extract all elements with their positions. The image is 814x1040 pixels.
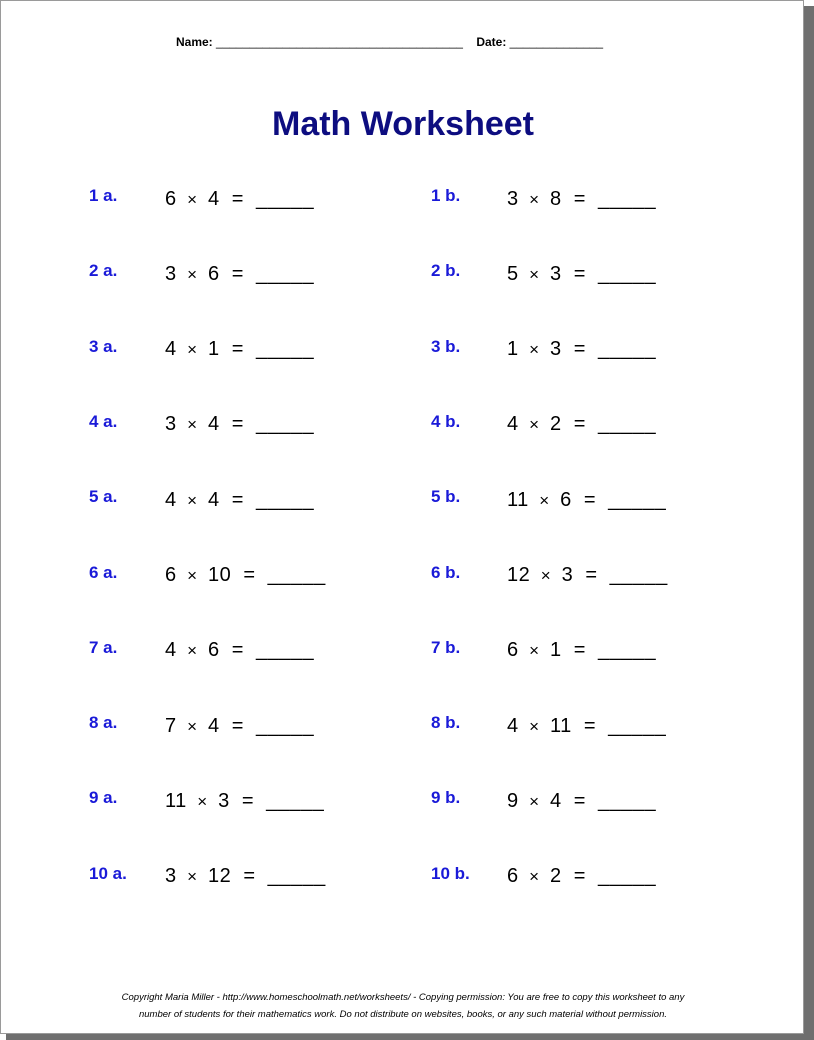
- answer-blank[interactable]: _____: [255, 413, 315, 436]
- problem-expression: [507, 263, 656, 286]
- operand-b: 4: [207, 187, 220, 210]
- operand-a: 3: [165, 262, 177, 285]
- problem-number: 9 b.: [431, 788, 461, 808]
- problem-item: [431, 259, 656, 289]
- operand-a: 11: [165, 789, 187, 812]
- problem-item: [431, 335, 656, 365]
- problem-item: [431, 786, 656, 816]
- problem-number: 4 b.: [431, 411, 461, 431]
- operand-b: 1: [549, 639, 562, 662]
- equals-sign: =: [571, 714, 609, 737]
- answer-blank[interactable]: _____: [255, 187, 315, 210]
- operand-a: 4: [507, 714, 519, 737]
- problem-number: 1 a.: [89, 186, 118, 205]
- answer-blank[interactable]: _____: [267, 564, 326, 586]
- equals-sign: =: [561, 338, 598, 361]
- problem-expression: [507, 564, 668, 587]
- operand-b: 4: [207, 714, 220, 737]
- answer-blank[interactable]: _____: [597, 262, 657, 285]
- problem-item: [89, 561, 326, 591]
- answer-blank[interactable]: _____: [609, 564, 668, 586]
- problem-number: 8 b.: [431, 713, 461, 733]
- operand-a: 4: [507, 413, 519, 436]
- problem-expression: [507, 188, 656, 211]
- equals-sign: =: [231, 564, 268, 586]
- operand-b: 2: [549, 865, 562, 888]
- operand-a: 11: [507, 488, 529, 511]
- equals-sign: =: [561, 187, 598, 210]
- header-fields: [176, 35, 603, 49]
- operand-a: 3: [165, 413, 177, 436]
- problem-item: [89, 259, 314, 289]
- operand-a: 3: [165, 865, 177, 888]
- times-sign: ×: [176, 641, 208, 661]
- equals-sign: =: [229, 789, 267, 812]
- problem-item: [431, 711, 666, 741]
- operand-a: 4: [165, 639, 177, 662]
- operand-a: 12: [507, 564, 531, 586]
- times-sign: ×: [518, 791, 550, 811]
- operand-a: 6: [165, 564, 177, 586]
- answer-blank[interactable]: _____: [255, 338, 315, 361]
- problem-number: 3 b.: [431, 336, 461, 356]
- problem-expression: [507, 790, 656, 813]
- problem-number: 2 a.: [89, 261, 118, 281]
- operand-a: 9: [507, 789, 519, 812]
- answer-blank[interactable]: _____: [255, 714, 315, 737]
- times-sign: ×: [176, 264, 208, 284]
- problem-item: [431, 636, 656, 666]
- times-sign: ×: [176, 490, 208, 510]
- equals-sign: =: [231, 865, 268, 888]
- problem-number: 6 a.: [89, 562, 118, 582]
- problem-expression: [165, 188, 314, 211]
- operand-b: 1: [207, 338, 220, 361]
- equals-sign: =: [561, 789, 598, 812]
- equals-sign: =: [219, 413, 256, 436]
- times-sign: ×: [518, 867, 550, 887]
- operand-b: 12: [207, 865, 232, 888]
- problem-item: [431, 410, 656, 440]
- answer-blank[interactable]: _____: [255, 639, 315, 662]
- operand-a: 5: [507, 262, 519, 285]
- times-sign: ×: [530, 566, 562, 585]
- answer-blank[interactable]: _____: [597, 187, 657, 210]
- problem-expression: [165, 338, 314, 361]
- times-sign: ×: [518, 340, 550, 360]
- problem-expression: [165, 489, 314, 512]
- answer-blank[interactable]: _____: [608, 714, 667, 737]
- operand-a: 7: [165, 714, 177, 737]
- problem-expression: [507, 413, 656, 436]
- operand-a: 3: [507, 187, 519, 210]
- equals-sign: =: [219, 639, 256, 662]
- times-sign: ×: [186, 791, 219, 811]
- times-sign: ×: [518, 189, 550, 209]
- problem-expression: [165, 715, 314, 738]
- problem-number: 8 a.: [89, 713, 118, 733]
- operand-b: 4: [207, 413, 220, 436]
- answer-blank[interactable]: _____: [597, 865, 657, 888]
- times-sign: ×: [518, 264, 550, 284]
- problem-item: [89, 485, 314, 515]
- times-sign: ×: [176, 566, 208, 585]
- answer-blank[interactable]: _____: [597, 639, 657, 662]
- operand-b: 11: [549, 714, 572, 737]
- problem-expression: [165, 865, 326, 888]
- times-sign: ×: [518, 415, 550, 435]
- equals-sign: =: [561, 639, 598, 662]
- problem-item: [89, 636, 314, 666]
- problem-item: [431, 862, 656, 892]
- operand-a: 6: [507, 865, 519, 888]
- times-sign: ×: [176, 415, 208, 435]
- problem-expression: [165, 790, 324, 813]
- problem-item: [431, 184, 656, 214]
- operand-b: 4: [207, 488, 220, 511]
- problem-expression: [507, 489, 666, 512]
- operand-b: 6: [207, 639, 220, 662]
- answer-blank[interactable]: _____: [597, 789, 657, 812]
- answer-blank[interactable]: _____: [266, 789, 325, 812]
- problem-expression: [507, 338, 656, 361]
- operand-b: 3: [549, 262, 562, 285]
- answer-blank[interactable]: _____: [255, 488, 315, 511]
- problem-number: 7 b.: [431, 637, 461, 657]
- page-shadow-bottom: [6, 1034, 814, 1040]
- answer-blank[interactable]: _____: [597, 338, 657, 361]
- operand-a: 1: [507, 338, 519, 361]
- answer-blank[interactable]: _____: [255, 262, 315, 285]
- problem-number: 1 b.: [431, 186, 461, 205]
- problem-number: 4 a.: [89, 411, 118, 431]
- problem-item: [89, 184, 314, 214]
- page-title: Math Worksheet: [272, 105, 534, 143]
- problem-number: 3 a.: [89, 336, 118, 356]
- problem-number: 7 a.: [89, 637, 118, 657]
- problem-item: [89, 786, 324, 816]
- problem-number: 10 a.: [89, 863, 127, 883]
- footer-line-2: number of students for their mathematics work. Do not distribute on websites, books, or any such material without permission.: [138, 1009, 667, 1020]
- answer-blank[interactable]: _____: [608, 488, 667, 511]
- problem-item: [89, 862, 326, 892]
- equals-sign: =: [561, 865, 598, 888]
- operand-b: 2: [549, 413, 562, 436]
- problem-number: 9 a.: [89, 788, 118, 808]
- operand-b: 3: [561, 564, 574, 586]
- equals-sign: =: [561, 413, 598, 436]
- answer-blank[interactable]: _____: [267, 865, 326, 888]
- copyright-footer: [1, 989, 805, 1023]
- problem-expression: [165, 564, 326, 587]
- operand-a: 4: [165, 338, 177, 361]
- problem-number: 5 a.: [89, 487, 118, 507]
- operand-a: 6: [165, 187, 177, 210]
- times-sign: ×: [518, 716, 550, 736]
- date-line: ______________: [509, 35, 604, 49]
- operand-a: 4: [165, 488, 177, 511]
- problem-expression: [165, 413, 314, 436]
- times-sign: ×: [528, 490, 561, 510]
- page-shadow-right: [804, 6, 814, 1040]
- problem-expression: [165, 263, 314, 286]
- answer-blank[interactable]: _____: [597, 413, 657, 436]
- equals-sign: =: [219, 338, 256, 361]
- problem-item: [89, 410, 314, 440]
- equals-sign: =: [219, 262, 256, 285]
- problem-number: 2 b.: [431, 261, 461, 281]
- operand-b: 3: [549, 338, 562, 361]
- equals-sign: =: [219, 488, 256, 511]
- operand-b: 10: [207, 564, 232, 586]
- equals-sign: =: [571, 488, 609, 511]
- operand-b: 8: [549, 187, 562, 210]
- problem-item: [431, 485, 666, 515]
- problem-expression: [507, 715, 666, 738]
- name-label: Name:: [176, 35, 213, 49]
- times-sign: ×: [176, 867, 208, 887]
- name-line: _____________________________________: [216, 35, 463, 49]
- operand-b: 4: [549, 789, 562, 812]
- problem-number: 10 b.: [431, 863, 470, 883]
- times-sign: ×: [176, 716, 208, 736]
- problem-item: [431, 561, 668, 591]
- equals-sign: =: [219, 714, 256, 737]
- equals-sign: =: [573, 564, 610, 586]
- times-sign: ×: [518, 641, 550, 661]
- operand-a: 6: [507, 639, 519, 662]
- equals-sign: =: [561, 262, 598, 285]
- problem-expression: [507, 865, 656, 888]
- problem-number: 6 b.: [431, 562, 461, 582]
- problem-item: [89, 335, 314, 365]
- times-sign: ×: [176, 340, 208, 360]
- equals-sign: =: [219, 187, 256, 210]
- problem-number: 5 b.: [431, 487, 461, 507]
- problem-expression: [507, 639, 656, 662]
- operand-b: 6: [207, 262, 220, 285]
- times-sign: ×: [176, 189, 208, 209]
- operand-b: 3: [218, 789, 230, 812]
- footer-line-1: Copyright Maria Miller - http://www.homeschoolmath.net/worksheets/ - Copying permission: You are free to copy this worksheet to any: [121, 992, 685, 1003]
- problem-item: [89, 711, 314, 741]
- problem-expression: [165, 639, 314, 662]
- operand-b: 6: [560, 488, 572, 511]
- date-label: Date:: [476, 35, 507, 49]
